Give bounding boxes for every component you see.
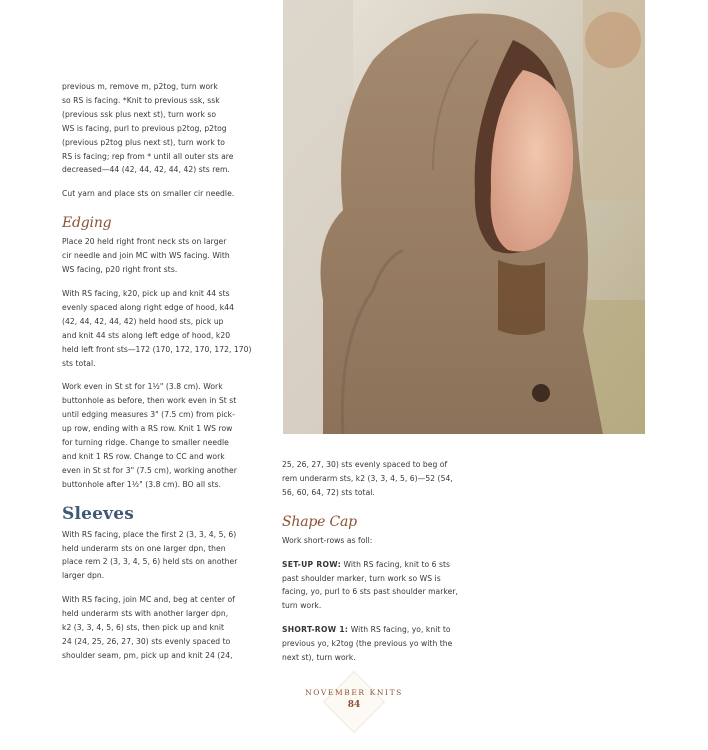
hood-decrease-instructions: previous m, remove m, p2tog, turn work so RS is facing. *Knit to previous ssk, ssk (previous ssk plus next st), turn work so WS is facing, purl to previous p2tog, p2tog (previous p2tog plus next st), turn work to RS is facing; rep from * until all outer sts are decreased—44 (42, 44, 42, 44, 42) sts rem. xyxy=(62,82,234,175)
sleeves-paragraph-1: With RS facing, place the first 2 (3, 3, 4, 5, 6) held underarm sts on one larger dpn, then place rem 2 (3, 3, 4, 5, 6) held sts on another larger dpn. xyxy=(62,529,238,581)
setup-row-paragraph xyxy=(282,558,492,614)
shape-cap-intro: Work short-rows as foll: xyxy=(282,535,373,545)
edging-heading: Edging xyxy=(62,215,112,232)
right-column xyxy=(282,458,492,675)
cut-yarn-instruction: Cut yarn and place sts on smaller cir needle. xyxy=(62,189,235,199)
edging-paragraph-1: Place 20 held right front neck sts on larger cir needle and join MC with WS facing. With WS facing, p20 right front sts. xyxy=(62,237,230,275)
short-row-1-paragraph xyxy=(282,623,492,665)
setup-row-label: SET-UP ROW: xyxy=(282,559,342,569)
book-title: NOVEMBER KNITS xyxy=(305,688,403,697)
page-footer xyxy=(304,688,404,710)
sleeves-continued-paragraph: 25, 26, 27, 30) sts evenly spaced to beg of rem underarm sts, k2 (3, 3, 4, 5, 6)—52 (54, 56, 60, 64, 72) sts total. xyxy=(282,460,453,497)
edging-paragraph-2: With RS facing, k20, pick up and knit 44 sts evenly spaced along right edge of hood, k44 (42, 44, 42, 44, 42) held hood sts, pick up and knit 44 sts along left edge of hood, k20 held left front sts—172 (170, 172, 170, 172, 170) sts total. xyxy=(62,288,252,368)
edging-paragraph-3: Work even in St st for 1½" (3.8 cm). Work buttonhole as before, then work even in St st until edging measures 3" (7.5 cm) from pick- up row, ending with a RS row. Knit 1 WS row for turning ridge. Change to smaller needle and knit 1 RS row. Change to CC and work even in St st for 3" (7.5 cm), working another buttonhole after 1½" (3.8 cm). BO all sts. xyxy=(62,382,237,489)
sleeves-paragraph-2: With RS facing, join MC and, beg at center of held underarm sts with another larger dpn, k2 (3, 3, 4, 5, 6) sts, then pick up and knit 24 (24, 25, 26, 27, 30) sts evenly spaced to shoulder seam, pm, pick up and knit 24 (24, xyxy=(62,595,235,660)
hooded-sweater-photo xyxy=(283,0,645,434)
page-number: 84 xyxy=(347,700,361,710)
left-column xyxy=(62,80,272,673)
setup-row-text: With RS facing, knit to 6 sts past shoulder marker, turn work so WS is facing, yo, purl to 6 sts past shoulder marker, turn work. xyxy=(282,559,458,611)
shape-cap-heading: Shape Cap xyxy=(282,513,357,530)
short-row-1-label: SHORT-ROW 1: xyxy=(282,625,349,635)
sleeves-heading: Sleeves xyxy=(62,503,135,524)
short-row-1-text: With RS facing, yo, knit to previous yo, k2tog (the previous yo with the next st), turn work. xyxy=(282,625,453,663)
